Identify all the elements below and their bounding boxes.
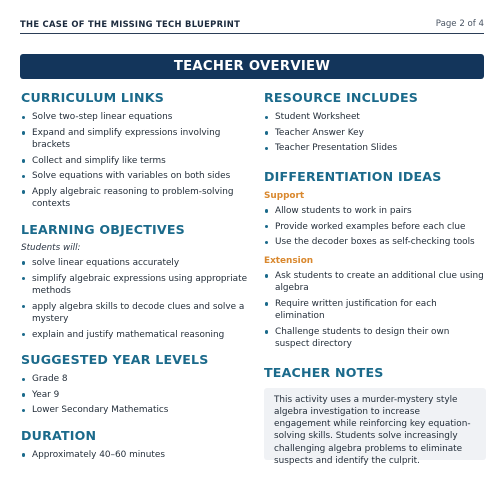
document-title: THE CASE OF THE MISSING TECH BLUEPRINT <box>20 19 241 29</box>
list-item: Allow students to work in pairs <box>264 205 486 217</box>
list-item: Teacher Answer Key <box>264 127 486 139</box>
list-item: Solve two-step linear equations <box>21 111 251 123</box>
support-subheading: Support <box>264 190 305 201</box>
list-item: Teacher Presentation Slides <box>264 142 486 154</box>
page-header <box>20 18 484 34</box>
list-item: Collect and simplify like terms <box>21 155 251 167</box>
learning-objectives-heading: LEARNING OBJECTIVES <box>21 221 185 237</box>
curriculum-links-heading: CURRICULUM LINKS <box>21 90 165 105</box>
curriculum-links-list <box>21 111 251 211</box>
left-column <box>21 88 251 461</box>
right-column <box>264 88 486 467</box>
duration-list <box>21 449 251 461</box>
section-banner <box>20 54 484 79</box>
teacher-notes-box <box>264 388 486 467</box>
list-item: Year 9 <box>21 389 251 401</box>
list-item: Approximately 40–60 minutes <box>21 449 251 461</box>
banner-title: TEACHER OVERVIEW <box>173 59 331 74</box>
list-item: Provide worked examples before each clue <box>264 221 486 233</box>
list-item: Solve equations with variables on both sides <box>21 170 251 182</box>
extension-subheading: Extension <box>264 255 314 266</box>
list-item: Require written justification for each elimination <box>264 298 486 323</box>
resources-list <box>264 111 486 155</box>
extension-list <box>264 270 486 351</box>
objectives-intro: Students will: <box>21 242 81 253</box>
duration-heading: DURATION <box>21 427 97 443</box>
list-item: Student Worksheet <box>264 111 486 123</box>
differentiation-heading: DIFFERENTIATION IDEAS <box>264 168 442 184</box>
list-item: simplify algebraic expressions using appropriate methods <box>21 273 251 298</box>
list-item: Challenge students to design their own suspect directory <box>264 326 486 351</box>
list-item: Lower Secondary Mathematics <box>21 404 251 416</box>
resources-heading: RESOURCE INCLUDES <box>264 90 419 105</box>
teacher-notes-heading: TEACHER NOTES <box>264 364 384 380</box>
list-item: solve linear equations accurately <box>21 257 251 269</box>
list-item: Grade 8 <box>21 373 251 385</box>
year-levels-heading: SUGGESTED YEAR LEVELS <box>21 351 209 367</box>
list-item: Use the decoder boxes as self-checking tools <box>264 236 486 248</box>
list-item: apply algebra skills to decode clues and solve a mystery <box>21 301 251 326</box>
page-number: Page 2 of 4 <box>435 19 484 29</box>
teacher-notes-text: This activity uses a murder-mystery style algebra investigation to increase engagement while reinforcing key equation-solving skills. Students solve increasingly challenging algebra problems to eliminate suspects and identify the culprit. <box>274 394 471 467</box>
support-list <box>264 205 486 249</box>
list-item: Apply algebraic reasoning to problem-solving contexts <box>21 186 251 211</box>
list-item: explain and justify mathematical reasoning <box>21 329 251 341</box>
learning-objectives-list <box>21 257 251 341</box>
year-levels-list <box>21 373 251 417</box>
list-item: Expand and simplify expressions involving brackets <box>21 127 251 152</box>
list-item: Ask students to create an additional clue using algebra <box>264 270 486 295</box>
